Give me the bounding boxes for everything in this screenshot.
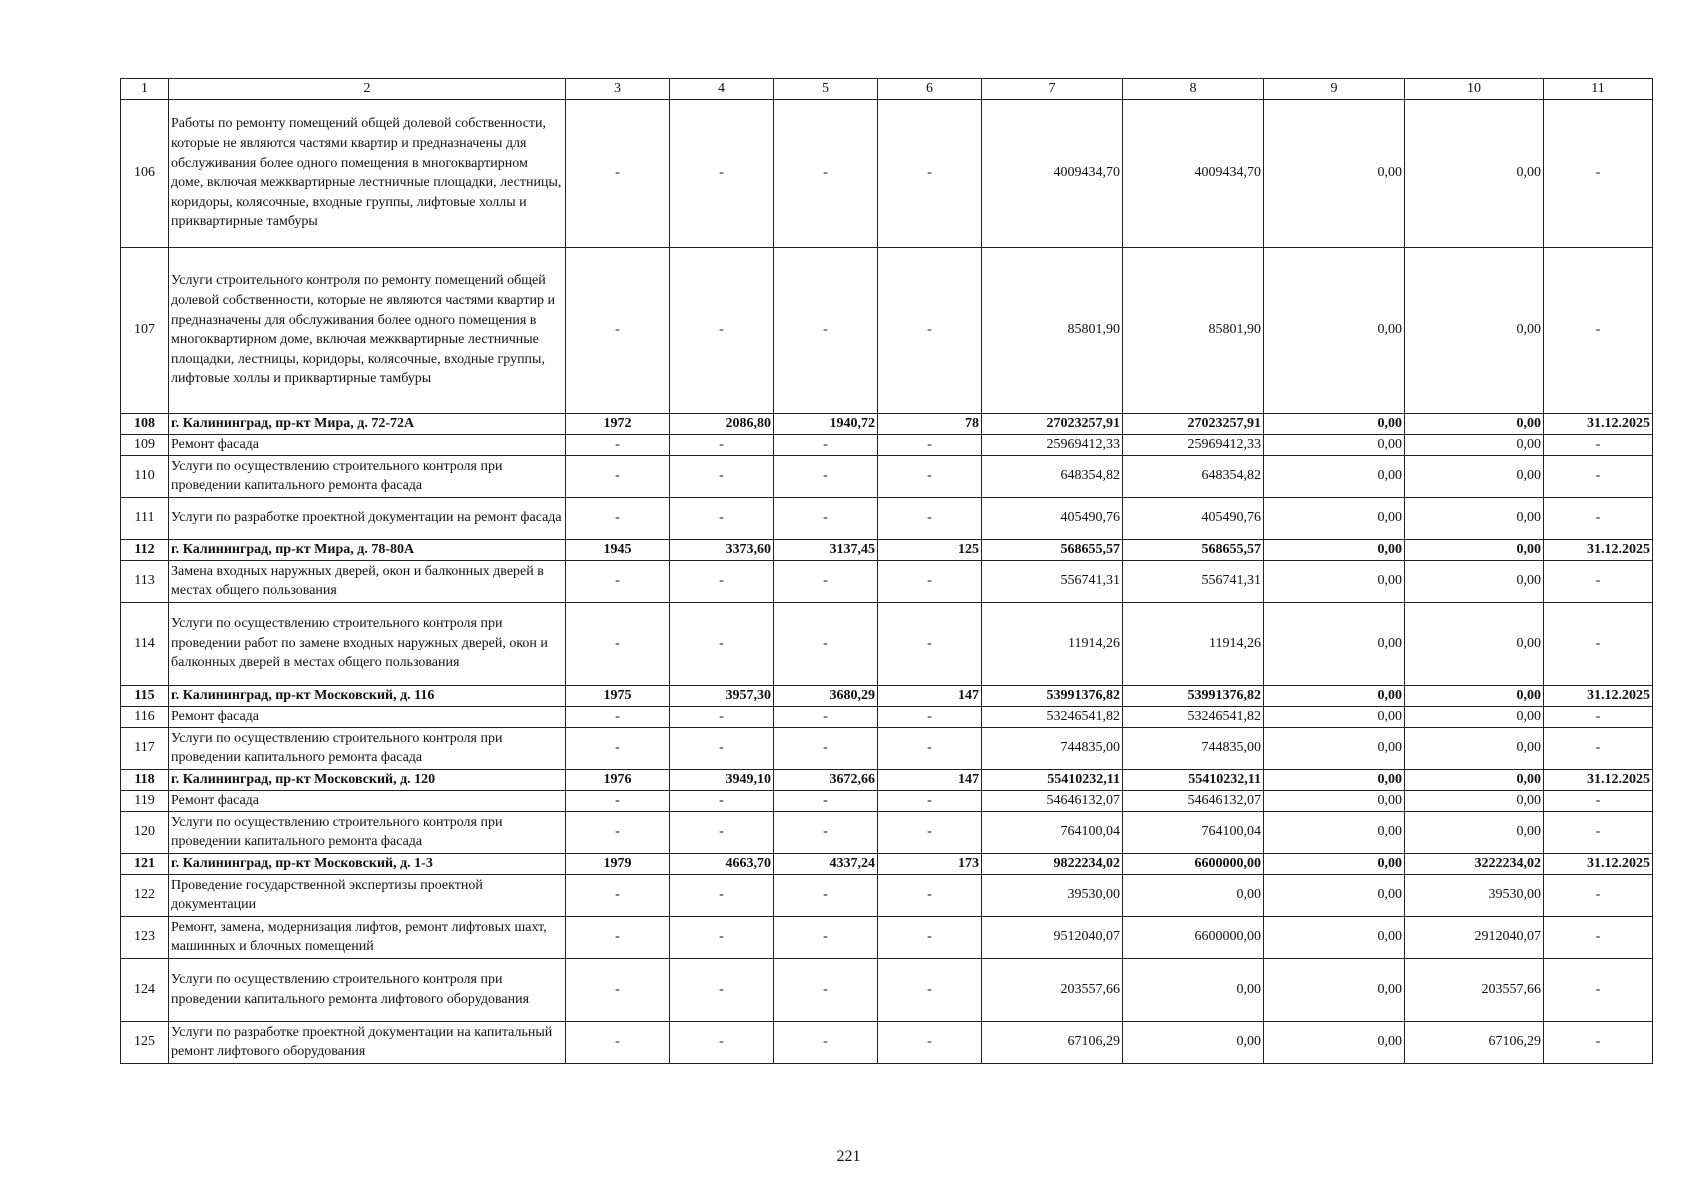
cell-row-number: 122	[121, 874, 169, 916]
cell-completion-date: -	[1544, 560, 1653, 602]
table-row	[121, 413, 1653, 434]
column-number-1: 1	[121, 79, 169, 100]
cell-fund-amount: 0,00	[1123, 874, 1264, 916]
table-row	[121, 602, 1653, 685]
cell-fund-amount: 53246541,82	[1123, 706, 1264, 727]
cell-year: -	[566, 247, 670, 413]
cell-residents: -	[878, 99, 982, 247]
cell-total-area: -	[670, 874, 774, 916]
cell-completion-date: -	[1544, 706, 1653, 727]
cell-row-number: 108	[121, 413, 169, 434]
table-row	[121, 790, 1653, 811]
cell-other-sources: 0,00	[1405, 790, 1544, 811]
cell-total-area: -	[670, 99, 774, 247]
cell-year: 1975	[566, 685, 670, 706]
cell-fund-amount: 764100,04	[1123, 811, 1264, 853]
cell-row-number: 114	[121, 602, 169, 685]
cell-total-cost: 764100,04	[982, 811, 1123, 853]
cell-residents: -	[878, 247, 982, 413]
cell-row-number: 125	[121, 1021, 169, 1063]
column-number-2: 2	[169, 79, 566, 100]
cell-total-area: -	[670, 497, 774, 539]
column-number-6: 6	[878, 79, 982, 100]
table-row	[121, 769, 1653, 790]
cell-other-sources: 0,00	[1405, 811, 1544, 853]
cell-description: Ремонт фасада	[169, 790, 566, 811]
cell-description: Услуги по разработке проектной документации на ремонт фасада	[169, 497, 566, 539]
column-number-row	[121, 79, 1653, 100]
column-number-7: 7	[982, 79, 1123, 100]
cell-other-sources: 0,00	[1405, 769, 1544, 790]
cell-living-area: 3137,45	[774, 539, 878, 560]
cell-other-sources: 0,00	[1405, 539, 1544, 560]
table-row	[121, 1021, 1653, 1063]
table-row	[121, 539, 1653, 560]
cell-living-area: -	[774, 811, 878, 853]
cell-fund-amount: 4009434,70	[1123, 99, 1264, 247]
cell-row-number: 124	[121, 958, 169, 1021]
cell-total-cost: 405490,76	[982, 497, 1123, 539]
cell-total-cost: 9822234,02	[982, 853, 1123, 874]
cell-budget-amount: 0,00	[1264, 769, 1405, 790]
table-row	[121, 727, 1653, 769]
cell-description: Услуги по осуществлению строительного контроля при проведении капитального ремонта фасада	[169, 811, 566, 853]
cell-fund-amount: 53991376,82	[1123, 685, 1264, 706]
cell-year: -	[566, 706, 670, 727]
cell-year: -	[566, 560, 670, 602]
cell-total-area: 3949,10	[670, 769, 774, 790]
cell-residents: 173	[878, 853, 982, 874]
cell-description: Проведение государственной экспертизы проектной документации	[169, 874, 566, 916]
table-row	[121, 560, 1653, 602]
cell-total-cost: 85801,90	[982, 247, 1123, 413]
cell-other-sources: 2912040,07	[1405, 916, 1544, 958]
cell-fund-amount: 54646132,07	[1123, 790, 1264, 811]
cell-budget-amount: 0,00	[1264, 790, 1405, 811]
cell-living-area: 1940,72	[774, 413, 878, 434]
cell-description: Услуги строительного контроля по ремонту помещений общей долевой собственности, которые не являются частями квартир и предназначены для обслуживания более одного помещения в многоквартирном доме, включая межквартирные лестничные площадки, лестницы, коридоры, колясочные, входные группы, лифтовые холлы и приквартирные тамбуры	[169, 247, 566, 413]
cell-budget-amount: 0,00	[1264, 811, 1405, 853]
cell-total-area: -	[670, 958, 774, 1021]
cell-fund-amount: 27023257,91	[1123, 413, 1264, 434]
cell-living-area: -	[774, 727, 878, 769]
cell-row-number: 116	[121, 706, 169, 727]
cell-fund-amount: 85801,90	[1123, 247, 1264, 413]
cell-budget-amount: 0,00	[1264, 874, 1405, 916]
cell-row-number: 112	[121, 539, 169, 560]
cell-other-sources: 3222234,02	[1405, 853, 1544, 874]
page-number: 221	[836, 1148, 861, 1165]
cell-budget-amount: 0,00	[1264, 560, 1405, 602]
cell-year: -	[566, 811, 670, 853]
cell-living-area: -	[774, 560, 878, 602]
cell-completion-date: -	[1544, 958, 1653, 1021]
cell-other-sources: 39530,00	[1405, 874, 1544, 916]
column-number-9: 9	[1264, 79, 1405, 100]
column-number-8: 8	[1123, 79, 1264, 100]
cell-year: 1945	[566, 539, 670, 560]
cell-residents: -	[878, 790, 982, 811]
cell-living-area: -	[774, 790, 878, 811]
cell-residents: -	[878, 497, 982, 539]
cell-description: Услуги по осуществлению строительного контроля при проведении капитального ремонта фасада	[169, 455, 566, 497]
table-row	[121, 434, 1653, 455]
cell-completion-date: 31.12.2025	[1544, 685, 1653, 706]
cell-living-area: -	[774, 958, 878, 1021]
cell-living-area: -	[774, 497, 878, 539]
cell-total-cost: 53991376,82	[982, 685, 1123, 706]
cell-total-area: -	[670, 247, 774, 413]
cell-other-sources: 0,00	[1405, 413, 1544, 434]
cell-description: Услуги по осуществлению строительного контроля при проведении работ по замене входных наружных дверей, окон и балконных дверей в местах общего пользования	[169, 602, 566, 685]
cell-budget-amount: 0,00	[1264, 727, 1405, 769]
cell-year: -	[566, 958, 670, 1021]
cell-completion-date: -	[1544, 916, 1653, 958]
cell-completion-date: 31.12.2025	[1544, 413, 1653, 434]
cell-completion-date: -	[1544, 434, 1653, 455]
cell-completion-date: -	[1544, 1021, 1653, 1063]
cell-row-number: 115	[121, 685, 169, 706]
cell-completion-date: -	[1544, 727, 1653, 769]
cell-total-cost: 55410232,11	[982, 769, 1123, 790]
cell-year: -	[566, 434, 670, 455]
cell-living-area: -	[774, 916, 878, 958]
cell-row-number: 117	[121, 727, 169, 769]
cell-total-area: -	[670, 706, 774, 727]
cell-budget-amount: 0,00	[1264, 99, 1405, 247]
cell-year: -	[566, 727, 670, 769]
cell-total-cost: 67106,29	[982, 1021, 1123, 1063]
cell-completion-date: -	[1544, 247, 1653, 413]
cell-completion-date: 31.12.2025	[1544, 769, 1653, 790]
cell-other-sources: 67106,29	[1405, 1021, 1544, 1063]
cell-fund-amount: 556741,31	[1123, 560, 1264, 602]
cell-budget-amount: 0,00	[1264, 706, 1405, 727]
cell-other-sources: 0,00	[1405, 602, 1544, 685]
cell-residents: 147	[878, 685, 982, 706]
cell-budget-amount: 0,00	[1264, 434, 1405, 455]
cell-other-sources: 0,00	[1405, 497, 1544, 539]
table-row	[121, 706, 1653, 727]
cell-other-sources: 203557,66	[1405, 958, 1544, 1021]
cell-living-area: 4337,24	[774, 853, 878, 874]
cell-total-cost: 9512040,07	[982, 916, 1123, 958]
table-row	[121, 497, 1653, 539]
cell-year: 1979	[566, 853, 670, 874]
cell-total-area: 2086,80	[670, 413, 774, 434]
cell-fund-amount: 11914,26	[1123, 602, 1264, 685]
cell-living-area: -	[774, 247, 878, 413]
column-number-4: 4	[670, 79, 774, 100]
cell-total-area: 3373,60	[670, 539, 774, 560]
table-row	[121, 247, 1653, 413]
cell-other-sources: 0,00	[1405, 560, 1544, 602]
table-row	[121, 958, 1653, 1021]
cell-other-sources: 0,00	[1405, 685, 1544, 706]
cell-residents: -	[878, 602, 982, 685]
cell-budget-amount: 0,00	[1264, 539, 1405, 560]
cell-year: 1972	[566, 413, 670, 434]
cell-fund-amount: 744835,00	[1123, 727, 1264, 769]
cell-total-area: 4663,70	[670, 853, 774, 874]
cell-other-sources: 0,00	[1405, 706, 1544, 727]
cell-total-cost: 11914,26	[982, 602, 1123, 685]
cell-living-area: 3672,66	[774, 769, 878, 790]
cell-year: -	[566, 874, 670, 916]
cell-year: -	[566, 602, 670, 685]
column-number-10: 10	[1405, 79, 1544, 100]
cell-total-cost: 39530,00	[982, 874, 1123, 916]
cell-total-area: -	[670, 434, 774, 455]
cell-fund-amount: 55410232,11	[1123, 769, 1264, 790]
cell-row-number: 109	[121, 434, 169, 455]
cell-budget-amount: 0,00	[1264, 413, 1405, 434]
cell-total-area: -	[670, 811, 774, 853]
cell-total-cost: 25969412,33	[982, 434, 1123, 455]
cell-description: Ремонт фасада	[169, 434, 566, 455]
cell-completion-date: -	[1544, 790, 1653, 811]
cell-description: Услуги по разработке проектной документации на капитальный ремонт лифтового оборудования	[169, 1021, 566, 1063]
cell-year: 1976	[566, 769, 670, 790]
cell-description: Ремонт, замена, модернизация лифтов, ремонт лифтовых шахт, машинных и блочных помещений	[169, 916, 566, 958]
column-number-3: 3	[566, 79, 670, 100]
cell-residents: 147	[878, 769, 982, 790]
cell-residents: -	[878, 727, 982, 769]
cell-residents: -	[878, 916, 982, 958]
cell-description: г. Калининград, пр-кт Мира, д. 72-72А	[169, 413, 566, 434]
cell-budget-amount: 0,00	[1264, 1021, 1405, 1063]
cell-other-sources: 0,00	[1405, 247, 1544, 413]
cell-fund-amount: 6600000,00	[1123, 853, 1264, 874]
cell-living-area: -	[774, 706, 878, 727]
cell-budget-amount: 0,00	[1264, 497, 1405, 539]
cell-completion-date: 31.12.2025	[1544, 853, 1653, 874]
cell-other-sources: 0,00	[1405, 99, 1544, 247]
cell-living-area: -	[774, 874, 878, 916]
cell-row-number: 110	[121, 455, 169, 497]
cell-total-cost: 744835,00	[982, 727, 1123, 769]
cell-row-number: 121	[121, 853, 169, 874]
cell-row-number: 119	[121, 790, 169, 811]
cell-residents: -	[878, 874, 982, 916]
cell-budget-amount: 0,00	[1264, 685, 1405, 706]
cell-description: г. Калининград, пр-кт Московский, д. 1-3	[169, 853, 566, 874]
cell-total-cost: 27023257,91	[982, 413, 1123, 434]
cell-description: г. Калининград, пр-кт Московский, д. 120	[169, 769, 566, 790]
cell-living-area: 3680,29	[774, 685, 878, 706]
cell-budget-amount: 0,00	[1264, 958, 1405, 1021]
cell-completion-date: -	[1544, 874, 1653, 916]
cell-total-area: -	[670, 455, 774, 497]
cell-description: Услуги по осуществлению строительного контроля при проведении капитального ремонта фасада	[169, 727, 566, 769]
cell-residents: -	[878, 811, 982, 853]
cell-total-cost: 568655,57	[982, 539, 1123, 560]
cell-row-number: 123	[121, 916, 169, 958]
column-number-11: 11	[1544, 79, 1653, 100]
cell-row-number: 118	[121, 769, 169, 790]
cell-year: -	[566, 916, 670, 958]
cell-living-area: -	[774, 602, 878, 685]
cell-year: -	[566, 455, 670, 497]
cell-living-area: -	[774, 99, 878, 247]
cell-budget-amount: 0,00	[1264, 916, 1405, 958]
table-row	[121, 916, 1653, 958]
column-number-5: 5	[774, 79, 878, 100]
cell-residents: -	[878, 706, 982, 727]
cell-row-number: 111	[121, 497, 169, 539]
cell-description: Ремонт фасада	[169, 706, 566, 727]
cell-description: Услуги по осуществлению строительного контроля при проведении капитального ремонта лифтового оборудования	[169, 958, 566, 1021]
cell-fund-amount: 0,00	[1123, 958, 1264, 1021]
cell-year: -	[566, 790, 670, 811]
cell-fund-amount: 405490,76	[1123, 497, 1264, 539]
table-row	[121, 455, 1653, 497]
cell-completion-date: -	[1544, 811, 1653, 853]
cell-completion-date: -	[1544, 99, 1653, 247]
cell-row-number: 106	[121, 99, 169, 247]
cell-total-area: -	[670, 916, 774, 958]
cell-total-cost: 203557,66	[982, 958, 1123, 1021]
cell-row-number: 107	[121, 247, 169, 413]
cell-living-area: -	[774, 434, 878, 455]
table-row	[121, 874, 1653, 916]
cell-row-number: 113	[121, 560, 169, 602]
cell-total-cost: 54646132,07	[982, 790, 1123, 811]
cell-residents: -	[878, 1021, 982, 1063]
cell-fund-amount: 568655,57	[1123, 539, 1264, 560]
cell-year: -	[566, 1021, 670, 1063]
cell-total-cost: 648354,82	[982, 455, 1123, 497]
cell-residents: -	[878, 434, 982, 455]
cell-budget-amount: 0,00	[1264, 602, 1405, 685]
cell-other-sources: 0,00	[1405, 455, 1544, 497]
cell-total-area: -	[670, 560, 774, 602]
cell-living-area: -	[774, 1021, 878, 1063]
cell-residents: -	[878, 455, 982, 497]
cell-budget-amount: 0,00	[1264, 247, 1405, 413]
cell-fund-amount: 648354,82	[1123, 455, 1264, 497]
table-row	[121, 685, 1653, 706]
cell-fund-amount: 25969412,33	[1123, 434, 1264, 455]
cell-total-area: 3957,30	[670, 685, 774, 706]
cell-other-sources: 0,00	[1405, 434, 1544, 455]
table-row	[121, 811, 1653, 853]
cell-year: -	[566, 497, 670, 539]
cell-residents: -	[878, 958, 982, 1021]
cell-completion-date: 31.12.2025	[1544, 539, 1653, 560]
cell-description: г. Калининград, пр-кт Московский, д. 116	[169, 685, 566, 706]
cell-total-area: -	[670, 727, 774, 769]
cell-completion-date: -	[1544, 602, 1653, 685]
cell-description: г. Калининград, пр-кт Мира, д. 78-80А	[169, 539, 566, 560]
works-table	[120, 78, 1653, 1064]
cell-description: Замена входных наружных дверей, окон и балконных дверей в местах общего пользования	[169, 560, 566, 602]
cell-total-cost: 556741,31	[982, 560, 1123, 602]
cell-year: -	[566, 99, 670, 247]
cell-budget-amount: 0,00	[1264, 853, 1405, 874]
cell-residents: 78	[878, 413, 982, 434]
cell-residents: 125	[878, 539, 982, 560]
cell-total-area: -	[670, 602, 774, 685]
cell-total-cost: 4009434,70	[982, 99, 1123, 247]
table-row	[121, 853, 1653, 874]
cell-description: Работы по ремонту помещений общей долевой собственности, которые не являются частями квартир и предназначены для обслуживания более одного помещения в многоквартирном доме, включая межквартирные лестничные площадки, лестницы, коридоры, колясочные, входные группы, лифтовые холлы и приквартирные тамбуры	[169, 99, 566, 247]
cell-completion-date: -	[1544, 497, 1653, 539]
cell-total-cost: 53246541,82	[982, 706, 1123, 727]
cell-living-area: -	[774, 455, 878, 497]
cell-residents: -	[878, 560, 982, 602]
cell-total-area: -	[670, 1021, 774, 1063]
cell-row-number: 120	[121, 811, 169, 853]
table-body	[121, 79, 1653, 1064]
cell-total-area: -	[670, 790, 774, 811]
cell-other-sources: 0,00	[1405, 727, 1544, 769]
cell-fund-amount: 6600000,00	[1123, 916, 1264, 958]
cell-budget-amount: 0,00	[1264, 455, 1405, 497]
table-row	[121, 99, 1653, 247]
cell-completion-date: -	[1544, 455, 1653, 497]
cell-fund-amount: 0,00	[1123, 1021, 1264, 1063]
